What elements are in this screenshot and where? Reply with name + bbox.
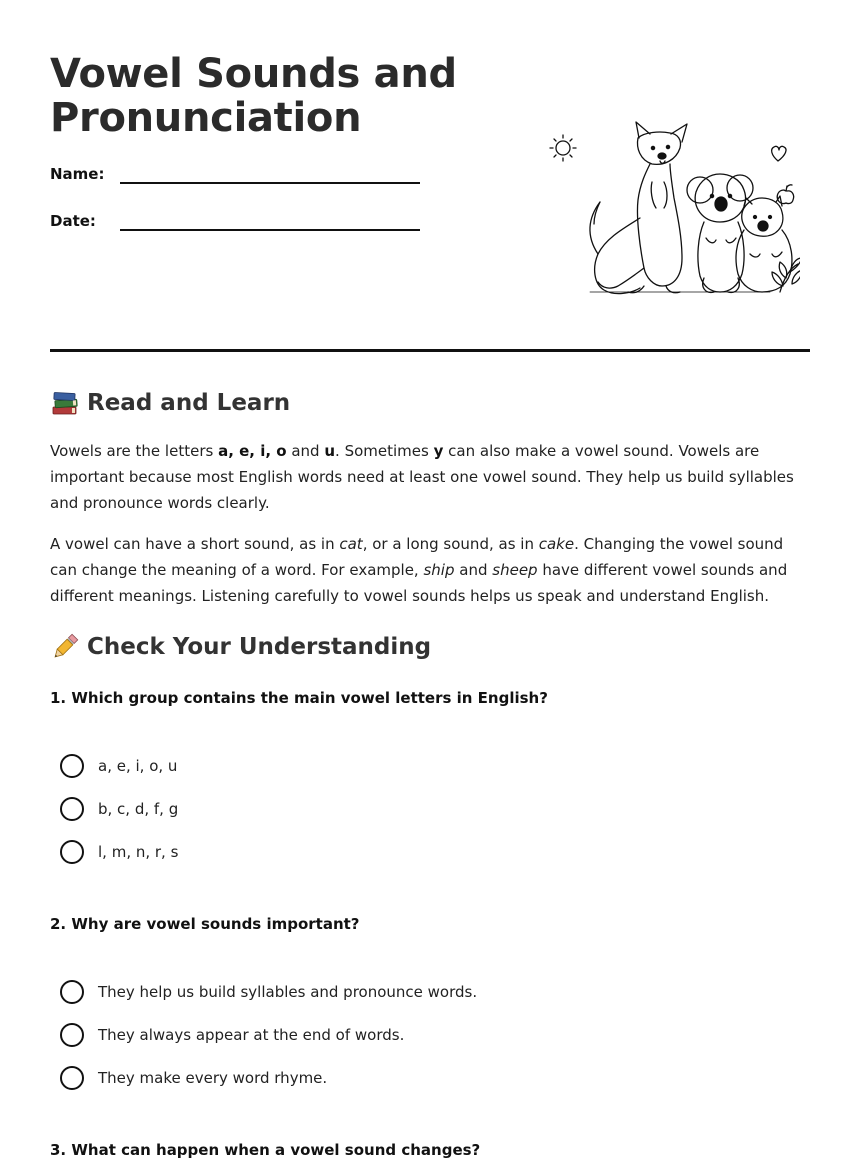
- radio-button[interactable]: [60, 980, 84, 1004]
- radio-button[interactable]: [60, 797, 84, 821]
- radio-button[interactable]: [60, 1066, 84, 1090]
- leaf-icon: [772, 258, 800, 292]
- read-section-title: Read and Learn: [87, 390, 291, 416]
- name-field: [50, 165, 450, 189]
- kangaroo-icon: [590, 122, 687, 294]
- answer-option[interactable]: b, c, d, f, g: [60, 796, 178, 822]
- date-field: [50, 212, 450, 236]
- header-divider: [50, 349, 810, 352]
- pencil-icon: [50, 632, 80, 662]
- page-title: Vowel Sounds and Pronunciation: [50, 51, 457, 141]
- date-label: Date:: [50, 212, 96, 230]
- question-1: 1. Which group contains the main vowel letters in English?: [50, 689, 548, 707]
- answer-option[interactable]: They make every word rhyme.: [60, 1065, 327, 1091]
- answer-option[interactable]: l, m, n, r, s: [60, 839, 178, 865]
- question-2: 2. Why are vowel sounds important?: [50, 915, 360, 933]
- answer-option[interactable]: a, e, i, o, u: [60, 753, 177, 779]
- radio-button[interactable]: [60, 840, 84, 864]
- koala-icon: [687, 174, 753, 292]
- answer-option[interactable]: They help us build syllables and pronounce words.: [60, 979, 477, 1005]
- date-input-line[interactable]: [120, 229, 420, 231]
- radio-button[interactable]: [60, 754, 84, 778]
- wombat-icon: [736, 196, 792, 292]
- animals-illustration-icon: [540, 118, 800, 302]
- check-section-title: Check Your Understanding: [87, 634, 432, 660]
- read-paragraph-1: Vowels are the letters a, e, i, o and u. Sometimes y can also make a vowel sound. Vowels are important because most English words need at least one vowel sound. They help us build syllables and pronounce words clearly.: [50, 442, 794, 512]
- check-section-heading: [50, 630, 431, 664]
- answer-option[interactable]: They always appear at the end of words.: [60, 1022, 404, 1048]
- name-label: Name:: [50, 165, 105, 183]
- books-icon: [50, 388, 80, 418]
- radio-button[interactable]: [60, 1023, 84, 1047]
- sun-icon: [550, 135, 576, 161]
- question-3: 3. What can happen when a vowel sound changes?: [50, 1141, 481, 1159]
- read-paragraph-2: A vowel can have a short sound, as in cat, or a long sound, as in cake. Changing the vowel sound can change the meaning of a word. For example, ship and sheep have different vowel sounds and different meanings. Listening carefully to vowel sounds helps us speak and understand English.: [50, 535, 788, 605]
- name-input-line[interactable]: [120, 182, 420, 184]
- worksheet-page: [50, 0, 810, 1161]
- read-section-heading: [50, 386, 290, 420]
